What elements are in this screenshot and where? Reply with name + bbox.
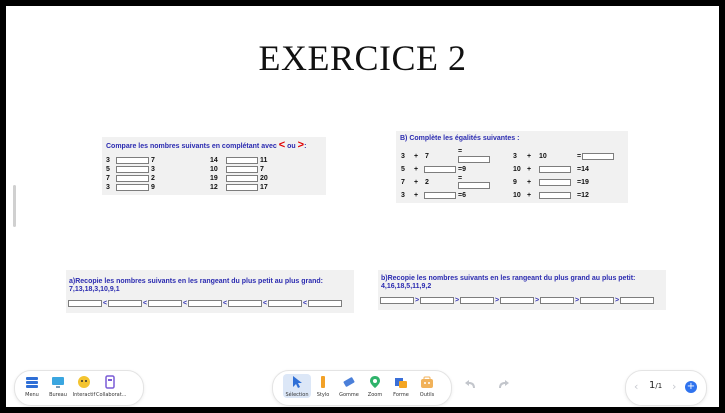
compare-row-1-right-b: 11 bbox=[260, 157, 268, 164]
total-pages: 1 bbox=[657, 382, 663, 390]
cursor-icon bbox=[290, 375, 304, 389]
order-answer-box[interactable] bbox=[308, 300, 342, 307]
eq-right-4-op: + bbox=[527, 192, 532, 199]
page-title: EXERCICE 2 bbox=[258, 38, 467, 78]
page-navigator bbox=[625, 370, 707, 406]
collaborate-icon bbox=[103, 375, 117, 389]
toolbar-pen-button[interactable] bbox=[309, 374, 337, 398]
page-separator: / bbox=[655, 382, 658, 390]
compare-heading: Compare les nombres suivants en complétant avec bbox=[106, 143, 277, 150]
order-answer-box[interactable] bbox=[500, 297, 534, 304]
zoom-icon bbox=[368, 375, 382, 389]
compare-row-2-right-b: 7 bbox=[260, 166, 264, 173]
toolbar-label: Interactif bbox=[72, 392, 96, 398]
equality-answer-box[interactable] bbox=[539, 166, 571, 173]
compare-row-4-right-b: 17 bbox=[260, 184, 268, 191]
compare-row-1-left: 3 bbox=[106, 157, 110, 164]
order-separator: < bbox=[143, 300, 148, 307]
less-than-symbol: < bbox=[278, 139, 286, 151]
compare-answer-box[interactable] bbox=[226, 157, 258, 164]
order-separator: > bbox=[535, 297, 540, 304]
compare-row-2-right: 3 bbox=[151, 166, 155, 173]
eq-left-3-a: 7 bbox=[401, 179, 405, 186]
order-separator: < bbox=[263, 300, 268, 307]
eq-left-3-b: 2 bbox=[425, 179, 429, 186]
compare-row-3-left-b: 19 bbox=[210, 175, 218, 182]
eq-left-3-eq: = bbox=[458, 175, 463, 182]
toolbar-label: Outils bbox=[419, 392, 435, 398]
redo-icon bbox=[493, 376, 511, 394]
toolbar-label: Bureau bbox=[49, 392, 67, 398]
eq-right-1-b: 10 bbox=[539, 153, 547, 160]
equality-answer-box[interactable] bbox=[458, 182, 490, 189]
compare-answer-box[interactable] bbox=[116, 184, 149, 191]
toolbar-zoom-button[interactable] bbox=[361, 374, 389, 398]
eq-right-2-result: =14 bbox=[577, 166, 589, 173]
toolbar-label: Menu bbox=[25, 392, 39, 398]
order-separator: > bbox=[615, 297, 620, 304]
order-answer-box[interactable] bbox=[460, 297, 494, 304]
undo-icon bbox=[463, 376, 481, 394]
toolbar-label: Collaborat... bbox=[96, 392, 127, 398]
undo-button[interactable] bbox=[463, 376, 481, 394]
toolbar-menu-button[interactable] bbox=[18, 374, 46, 398]
equality-answer-box[interactable] bbox=[424, 192, 456, 199]
greater-than-symbol: > bbox=[297, 139, 305, 151]
shape-icon bbox=[394, 375, 408, 389]
eq-left-1-a: 3 bbox=[401, 153, 405, 160]
exercise-compare-card bbox=[102, 137, 326, 195]
eq-right-1-a: 3 bbox=[513, 153, 517, 160]
toolbar-center bbox=[272, 370, 452, 406]
order-answer-box[interactable] bbox=[268, 300, 302, 307]
next-page-button[interactable]: › bbox=[672, 380, 677, 393]
add-page-button[interactable]: + bbox=[686, 381, 696, 392]
ascending-numbers: 7,13,18,3,10,9,1 bbox=[69, 286, 120, 293]
side-drawer-handle[interactable] bbox=[13, 185, 16, 227]
order-answer-box[interactable] bbox=[188, 300, 222, 307]
eq-right-3-result: =19 bbox=[577, 179, 589, 186]
eq-left-4-result: =6 bbox=[458, 192, 466, 199]
eq-left-2-op: + bbox=[414, 166, 419, 173]
eq-left-1-op: + bbox=[414, 153, 419, 160]
exercise-order-ascending-card bbox=[66, 270, 354, 313]
equality-answer-box[interactable] bbox=[539, 179, 571, 186]
order-separator: < bbox=[103, 300, 108, 307]
equalities-heading: B) Complète les égalités suivantes : bbox=[400, 135, 520, 142]
pen-icon bbox=[316, 375, 330, 389]
exercise-equalities-card bbox=[396, 131, 628, 203]
compare-row-4-left: 3 bbox=[106, 184, 110, 191]
order-separator: < bbox=[183, 300, 188, 307]
order-answer-box[interactable] bbox=[380, 297, 414, 304]
compare-row-2-left: 5 bbox=[106, 166, 110, 173]
order-separator: < bbox=[303, 300, 308, 307]
compare-row-1-right: 7 bbox=[151, 157, 155, 164]
descending-numbers: 4,16,18,5,11,9,2 bbox=[381, 283, 432, 290]
current-page: 1 bbox=[649, 380, 656, 391]
eq-right-1-eq: = bbox=[577, 153, 582, 160]
eq-right-4-result: =12 bbox=[577, 192, 589, 199]
compare-row-3-right-b: 20 bbox=[260, 175, 268, 182]
or-word: ou bbox=[287, 143, 296, 150]
eq-right-3-a: 9 bbox=[513, 179, 517, 186]
order-separator: > bbox=[455, 297, 460, 304]
monitor-icon bbox=[51, 375, 65, 389]
order-separator: > bbox=[495, 297, 500, 304]
prev-page-button[interactable]: ‹ bbox=[634, 380, 639, 393]
compare-answer-box[interactable] bbox=[226, 166, 258, 173]
menu-icon bbox=[25, 375, 39, 389]
order-answer-box[interactable] bbox=[228, 300, 262, 307]
toolbar-collaborate-button[interactable] bbox=[96, 374, 127, 398]
toolbar-shape-button[interactable] bbox=[387, 374, 415, 398]
compare-row-4-right: 9 bbox=[151, 184, 155, 191]
eq-right-2-op: + bbox=[527, 166, 532, 173]
order-answer-box[interactable] bbox=[620, 297, 654, 304]
toolbar-label: Zoom bbox=[367, 392, 383, 398]
compare-answer-box[interactable] bbox=[116, 166, 149, 173]
toolbar-label: Forme bbox=[393, 392, 409, 398]
order-answer-box[interactable] bbox=[580, 297, 614, 304]
order-answer-box[interactable] bbox=[68, 300, 102, 307]
toolbar-label: Gomme bbox=[339, 392, 359, 398]
equality-answer-box[interactable] bbox=[458, 156, 490, 163]
order-separator: < bbox=[223, 300, 228, 307]
toolbox-icon bbox=[420, 375, 434, 389]
order-answer-box[interactable] bbox=[420, 297, 454, 304]
compare-answer-box[interactable] bbox=[226, 175, 258, 182]
equality-answer-box[interactable] bbox=[582, 153, 614, 160]
toolbar-left bbox=[14, 370, 144, 406]
compare-answer-box[interactable] bbox=[116, 175, 149, 182]
compare-row-2-left-b: 10 bbox=[210, 166, 218, 173]
eq-left-2-a: 5 bbox=[401, 166, 405, 173]
redo-button[interactable] bbox=[493, 376, 511, 394]
compare-row-1-left-b: 14 bbox=[210, 157, 218, 164]
equality-answer-box[interactable] bbox=[424, 166, 456, 173]
eq-left-2-result: =9 bbox=[458, 166, 466, 173]
heading-colon: : bbox=[304, 143, 307, 150]
face-icon bbox=[77, 375, 91, 389]
toolbar-label: Stylo bbox=[316, 392, 330, 398]
compare-row-4-left-b: 12 bbox=[210, 184, 218, 191]
exercise-order-descending-card bbox=[378, 270, 666, 310]
eraser-icon bbox=[342, 375, 356, 389]
toolbar-face-button[interactable] bbox=[70, 374, 98, 398]
order-separator: > bbox=[415, 297, 420, 304]
equality-answer-box[interactable] bbox=[539, 192, 571, 199]
toolbar-eraser-button[interactable] bbox=[335, 374, 363, 398]
eq-right-3-op: + bbox=[527, 179, 532, 186]
order-answer-box[interactable] bbox=[540, 297, 574, 304]
compare-row-3-left: 7 bbox=[106, 175, 110, 182]
eq-left-1-b: 7 bbox=[425, 153, 429, 160]
descending-heading: b)Recopie les nombres suivants en les rangeant du plus grand au plus petit: bbox=[381, 275, 636, 282]
eq-left-3-op: + bbox=[414, 179, 419, 186]
compare-answer-box[interactable] bbox=[226, 184, 258, 191]
toolbar-cursor-button[interactable] bbox=[283, 374, 311, 398]
order-separator: > bbox=[575, 297, 580, 304]
compare-answer-box[interactable] bbox=[116, 157, 149, 164]
eq-right-1-op: + bbox=[527, 153, 532, 160]
toolbar-toolbox-button[interactable] bbox=[413, 374, 441, 398]
compare-row-3-right: 2 bbox=[151, 175, 155, 182]
eq-right-2-a: 10 bbox=[513, 166, 521, 173]
eq-left-4-op: + bbox=[414, 192, 419, 199]
eq-left-1-eq: = bbox=[458, 148, 463, 155]
eq-right-4-a: 10 bbox=[513, 192, 521, 199]
order-answer-box[interactable] bbox=[148, 300, 182, 307]
order-answer-box[interactable] bbox=[108, 300, 142, 307]
ascending-heading: a)Recopie les nombres suivants en les rangeant du plus petit au plus grand: bbox=[69, 278, 323, 285]
toolbar-label: Sélection bbox=[285, 392, 309, 398]
eq-left-4-a: 3 bbox=[401, 192, 405, 199]
toolbar-monitor-button[interactable] bbox=[44, 374, 72, 398]
